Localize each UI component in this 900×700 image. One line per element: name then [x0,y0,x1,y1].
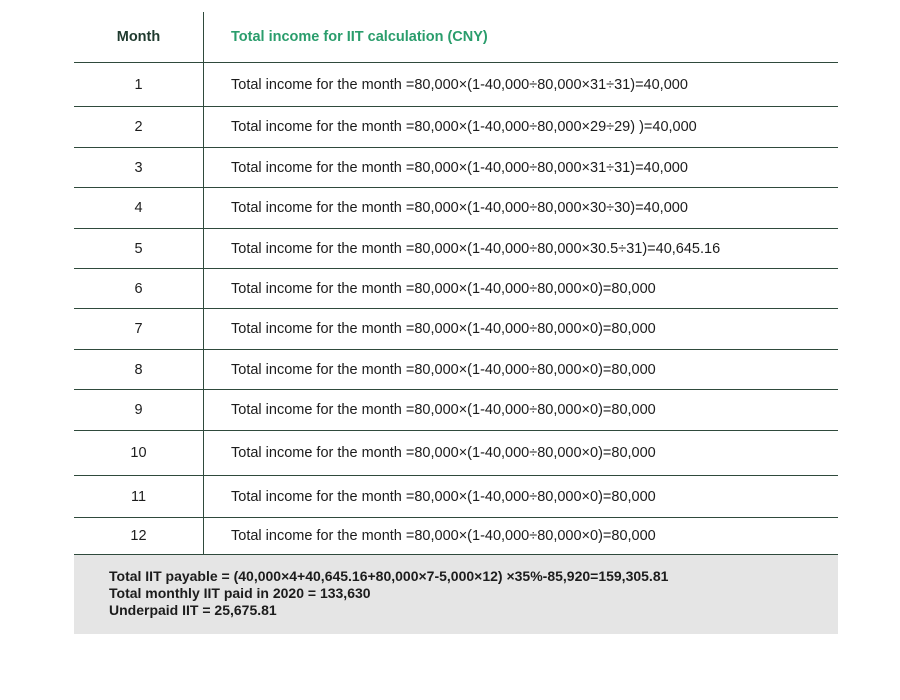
month-cell: 12 [74,518,204,554]
month-cell: 11 [74,476,204,517]
table-row [74,229,838,269]
table-row [74,188,838,229]
table-row [74,269,838,309]
calc-cell: Total income for the month =80,000×(1-40,000÷80,000×31÷31)=40,000 [231,76,688,93]
calc-cell: Total income for the month =80,000×(1-40,000÷80,000×0)=80,000 [231,488,656,505]
month-cell: 4 [74,188,204,228]
table-row [74,431,838,476]
table-row [74,107,838,148]
month-cell: 8 [74,350,204,389]
month-cell: 6 [74,269,204,308]
month-cell: 7 [74,309,204,349]
calc-cell: Total income for the month =80,000×(1-40,000÷80,000×0)=80,000 [231,528,656,544]
calc-cell: Total income for the month =80,000×(1-40,000÷80,000×30.5÷31)=40,645.16 [231,240,721,257]
table-row [74,350,838,390]
calc-cell: Total income for the month =80,000×(1-40,000÷80,000×0)=80,000 [231,280,656,297]
calc-cell: Total income for the month =80,000×(1-40,000÷80,000×0)=80,000 [231,321,656,337]
table-row [74,476,838,518]
calc-cell: Total income for the month =80,000×(1-40,000÷80,000×30÷30)=40,000 [231,200,688,216]
summary-total-iit-paid: Total monthly IIT paid in 2020 = 133,630 [109,585,371,601]
calc-column-header: Total income for IIT calculation (CNY) [231,29,488,45]
calc-cell: Total income for the month =80,000×(1-40,000÷80,000×0)=80,000 [231,402,656,418]
month-cell: 5 [74,229,204,268]
table-row [74,63,838,107]
month-cell: 3 [74,148,204,187]
month-cell: 1 [74,63,204,106]
calc-cell: Total income for the month =80,000×(1-40,000÷80,000×0)=80,000 [231,445,656,461]
iit-table [74,12,838,555]
calc-cell: Total income for the month =80,000×(1-40,000÷80,000×31÷31)=40,000 [231,159,688,176]
summary-total-iit-payable: Total IIT payable = (40,000×4+40,645.16+80,000×7-5,000×12) ×35%-85,920=159,305.81 [109,568,669,584]
calc-cell: Total income for the month =80,000×(1-40,000÷80,000×29÷29) )=40,000 [231,119,697,135]
table-header-row [74,12,838,63]
calc-cell: Total income for the month =80,000×(1-40,000÷80,000×0)=80,000 [231,361,656,378]
table-row [74,309,838,350]
month-column-header: Month [74,12,204,62]
month-cell: 9 [74,390,204,430]
month-cell: 10 [74,431,204,475]
summary-underpaid-iit: Underpaid IIT = 25,675.81 [109,602,277,618]
summary-box [74,555,838,634]
month-cell: 2 [74,107,204,147]
table-row [74,390,838,431]
table-row [74,148,838,188]
table-row [74,518,838,555]
